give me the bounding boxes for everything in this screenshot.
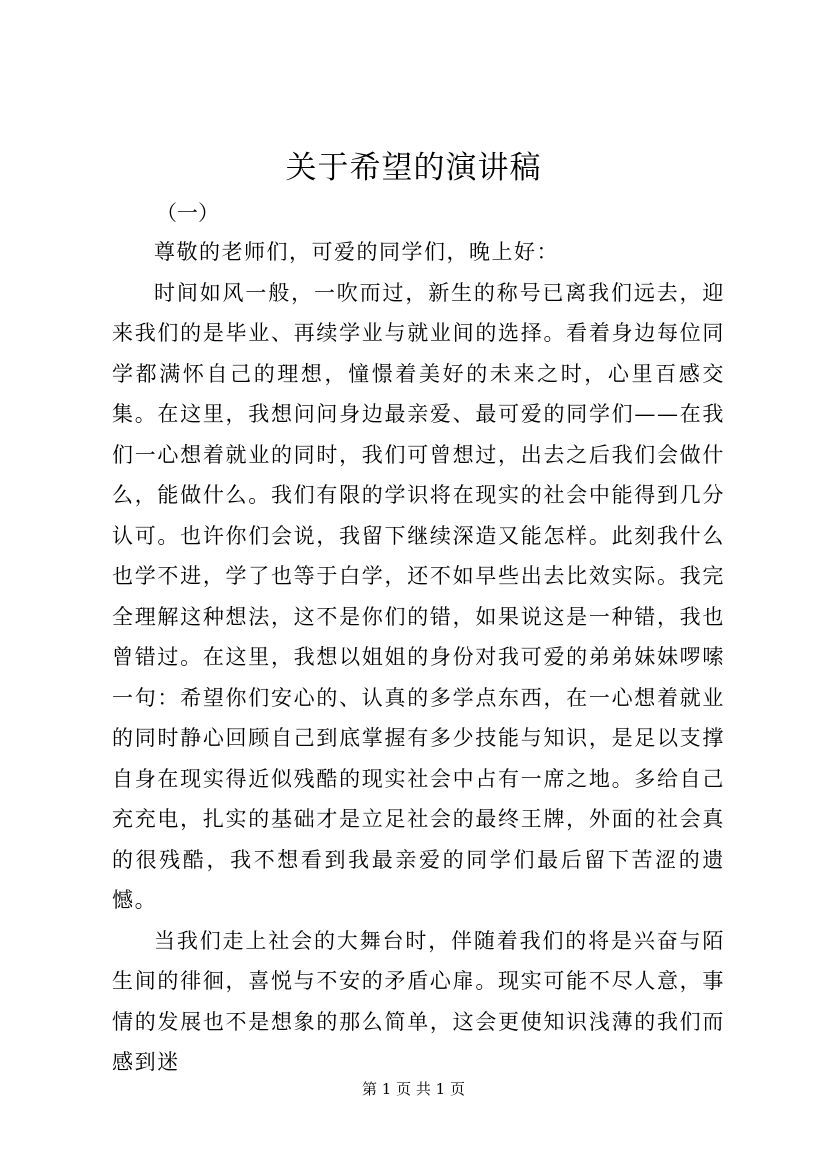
page-number-label: 第 1 页 共 1 页 — [362, 1080, 465, 1098]
document-body — [112, 232, 725, 1083]
page-footer — [0, 1078, 827, 1100]
greeting-paragraph: 尊敬的老师们，可爱的同学们，晚上好： — [154, 240, 559, 264]
body-paragraph-2: 当我们走上社会的大舞台时，伴随着我们的将是兴奋与陌生间的徘徊，喜悦与不安的矛盾心扉。现实可能不尽人意，事情的发展也不是想象的那么简单，这会更使知识浅薄的我们而感到迷 — [112, 928, 725, 1074]
document-title: 关于希望的演讲稿 — [285, 150, 542, 186]
section-label: （一） — [156, 201, 219, 225]
body-paragraph-1: 时间如风一般，一吹而过，新生的称号已离我们远去，迎来我们的是毕业、再续学业与就业间的选择。看着身边每位同学都满怀自己的理想，憧憬着美好的未来之时，心里百感交集。在这里，我想问问身边最亲爱、最可爱的同学们——在我们一心想着就业的同时，我们可曾想过，出去之后我们会做什么，能做什么。我们有限的学识将在现实的社会中能得到几分认可。也许你们会说，我留下继续深造又能怎样。此刻我什么也学不进，学了也等于白学，还不如早些出去比效实际。我完全理解这种想法，这不是你们的错，如果说这是一种错，我也曾错过。在这里，我想以姐姐的身份对我可爱的弟弟妹妹啰嗦一句：希望你们安心的、认真的多学点东西，在一心想着就业的同时静心回顾自己到底掌握有多少技能与知识，是足以支撑自身在现实得近似残酷的现实社会中占有一席之地。多给自己充充电，扎实的基础才是立足社会的最终王牌，外面的社会真的很残酷，我不想看到我最亲爱的同学们最后留下苦涩的遗憾。 — [112, 280, 725, 912]
